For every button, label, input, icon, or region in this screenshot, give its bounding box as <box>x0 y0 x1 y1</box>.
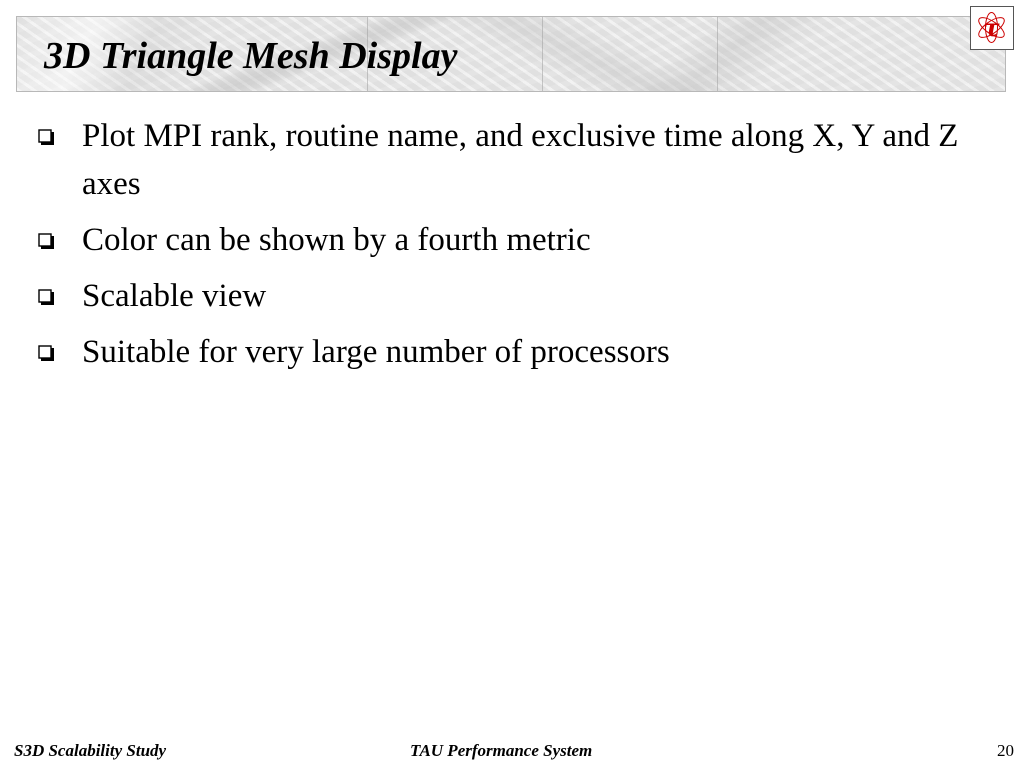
bullet-text: Scalable view <box>82 278 267 314</box>
tau-logo-glyph: τ <box>983 13 1000 42</box>
hollow-square-bullet-icon <box>38 345 55 362</box>
bullet-list <box>38 112 978 384</box>
hollow-square-bullet-icon <box>38 129 55 146</box>
bullet-text: Suitable for very large number of processors <box>82 334 670 370</box>
hollow-square-bullet-icon <box>38 289 55 306</box>
tau-logo-graphic <box>971 7 1012 48</box>
page-number: 20 <box>997 741 1014 760</box>
bullet-text: Plot MPI rank, routine name, and exclusive time along X, Y and Z axes <box>82 118 959 202</box>
banner-tile-divider <box>542 17 543 91</box>
bullet-item <box>38 216 978 264</box>
slide-title: 3D Triangle Mesh Display <box>44 35 458 77</box>
banner-tile-divider <box>717 17 718 91</box>
bullet-item <box>38 272 978 320</box>
bullet-item <box>38 112 978 208</box>
footer-center-title: TAU Performance System <box>410 741 593 760</box>
bullet-item <box>38 328 978 376</box>
footer-left-title: S3D Scalability Study <box>14 741 167 760</box>
bullet-text: Color can be shown by a fourth metric <box>82 222 591 258</box>
tau-logo-icon <box>970 6 1014 50</box>
hollow-square-bullet-icon <box>38 233 55 250</box>
